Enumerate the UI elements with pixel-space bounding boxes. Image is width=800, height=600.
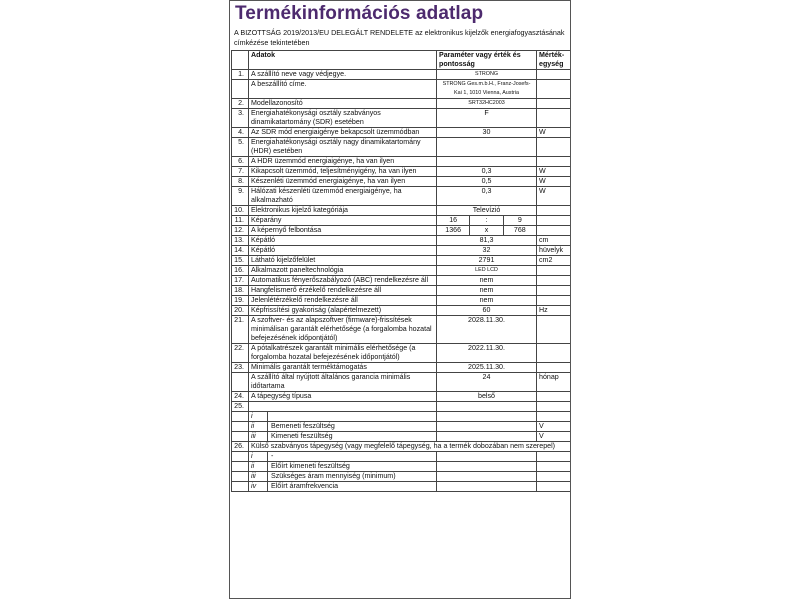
- row-label: Alkalmazott paneltechnológia: [249, 266, 437, 276]
- table-subrow: [232, 412, 571, 422]
- row-unit: [537, 80, 571, 99]
- subrow-value: [437, 412, 537, 422]
- row-value: 0,3: [437, 187, 537, 206]
- row-number: 14.: [232, 246, 249, 256]
- row-number: 3.: [232, 109, 249, 128]
- row-unit: [537, 392, 571, 402]
- row-unit: [537, 402, 571, 412]
- row-unit: [537, 109, 571, 128]
- row-value: STRONG: [437, 70, 537, 80]
- subrow-label-cell: [249, 482, 437, 492]
- row-number: 2.: [232, 99, 249, 109]
- row-label: Az SDR mód energiaigénye bekapcsolt üzemmódban: [249, 128, 437, 138]
- row-label: A pótalkatrészek garantált minimális elérhetősége (a forgalomba hozatal befejezésének időpontjától): [249, 344, 437, 363]
- table-row: [232, 138, 571, 157]
- subrow-label-cell: [249, 422, 437, 432]
- subrow-label: Bemeneti feszültség: [271, 422, 335, 430]
- row-number: 23.: [232, 363, 249, 373]
- subrow-spacer: [232, 472, 249, 482]
- row-value: 81,3: [437, 236, 537, 246]
- subrow-spacer: [232, 422, 249, 432]
- table-subrow: [232, 472, 571, 482]
- row-value: [437, 157, 537, 167]
- header-number-cell: [232, 51, 249, 70]
- subrow-spacer: [232, 482, 249, 492]
- row-unit: [537, 157, 571, 167]
- row-label: A szoftver- és az alapszoftver (firmware)-frissítések minimálisan garantált elérhetősége (a forgalomba hozatal befejezésének időpontjától): [249, 316, 437, 344]
- table-subrow: [232, 462, 571, 472]
- row-value: STRONG Ges.m.b.H., Franz-Josefs-Kai 1, 1010 Vienna, Austria: [437, 80, 537, 99]
- row-value: LED LCD: [437, 266, 537, 276]
- row-number: 24.: [232, 392, 249, 402]
- row-unit: [537, 286, 571, 296]
- row-number: 26.: [232, 442, 249, 452]
- split-value: [437, 226, 536, 235]
- subrow-unit: [537, 482, 571, 492]
- row-unit: [537, 316, 571, 344]
- row-label: A HDR üzemmód energiaigénye, ha van ilyen: [249, 157, 437, 167]
- product-data-table: [231, 50, 571, 492]
- row-label: Készenléti üzemmód energiaigénye, ha van ilyen: [249, 177, 437, 187]
- row-label: [249, 402, 437, 412]
- table-row: [232, 246, 571, 256]
- table-row: [232, 363, 571, 373]
- row-label: A szállító által nyújtott általános garancia minimális időtartama: [249, 373, 437, 392]
- row-unit: cm: [537, 236, 571, 246]
- table-row: [232, 306, 571, 316]
- table-row: [232, 236, 571, 246]
- row-number: 20.: [232, 306, 249, 316]
- table-row: [232, 316, 571, 344]
- table-body: [232, 70, 571, 492]
- subrow-index: i: [249, 412, 268, 421]
- row-label: Képátló: [249, 246, 437, 256]
- row-value: 2028.11.30.: [437, 316, 537, 344]
- table-row: [232, 70, 571, 80]
- split-value-part: 1366: [445, 226, 462, 234]
- table-subrow: [232, 432, 571, 442]
- subrow-label-cell: [249, 462, 437, 472]
- row-value: 0,5: [437, 177, 537, 187]
- table-row: [232, 344, 571, 363]
- table-row: [232, 266, 571, 276]
- subrow-index: iii: [249, 432, 268, 441]
- row-number: 4.: [232, 128, 249, 138]
- row-value: 60: [437, 306, 537, 316]
- row-number: 16.: [232, 266, 249, 276]
- table-row: [232, 402, 571, 412]
- row-value: F: [437, 109, 537, 128]
- split-value-part: x: [469, 226, 503, 235]
- row-unit: cm2: [537, 256, 571, 266]
- subrow-spacer: [232, 462, 249, 472]
- row-value: belső: [437, 392, 537, 402]
- subrow-spacer: [232, 412, 249, 422]
- split-value: [437, 216, 536, 225]
- row-value: [437, 226, 537, 236]
- row-label: Kikapcsolt üzemmód, teljesítményigény, ha van ilyen: [249, 167, 437, 177]
- table-row: [232, 256, 571, 266]
- table-row: [232, 286, 571, 296]
- row-unit: [537, 266, 571, 276]
- header-data: Adatok: [249, 51, 437, 70]
- table-header-row: [232, 51, 571, 70]
- subrow-value: [437, 452, 537, 462]
- row-unit: W: [537, 128, 571, 138]
- row-label: Energiahatékonysági osztály szabványos dinamikatartomány (SDR) esetében: [249, 109, 437, 128]
- row-unit: [537, 296, 571, 306]
- row-value: nem: [437, 286, 537, 296]
- table-row: [232, 128, 571, 138]
- table-row: [232, 373, 571, 392]
- row-number: 15.: [232, 256, 249, 266]
- subrow-spacer: [232, 452, 249, 462]
- subrow-value: [437, 422, 537, 432]
- row-value: nem: [437, 276, 537, 286]
- row-unit: [537, 99, 571, 109]
- row-number: 6.: [232, 157, 249, 167]
- table-subrow: [232, 452, 571, 462]
- row-unit: [537, 363, 571, 373]
- subrow-index: iv: [249, 482, 268, 491]
- table-row: [232, 216, 571, 226]
- table-subrow: [232, 422, 571, 432]
- table-row: [232, 276, 571, 286]
- table-subrow: [232, 482, 571, 492]
- subrow-label-cell: [249, 432, 437, 442]
- row-number: 25.: [232, 402, 249, 412]
- row-unit: [537, 206, 571, 216]
- split-value-part: :: [469, 216, 503, 225]
- row-number: 9.: [232, 187, 249, 206]
- subrow-value: [437, 462, 537, 472]
- row-number: 22.: [232, 344, 249, 363]
- header-parameter: Paraméter vagy érték és pontosság: [437, 51, 537, 70]
- row-number: 8.: [232, 177, 249, 187]
- row-label: Hálózati készenléti üzemmód energiaigénye, ha alkalmazható: [249, 187, 437, 206]
- table-row: [232, 167, 571, 177]
- row-value: 0,3: [437, 167, 537, 177]
- table-row: [232, 80, 571, 99]
- row-value: [437, 402, 537, 412]
- subrow-label: Előírt áramfrekvencia: [271, 482, 339, 490]
- row-number: 10.: [232, 206, 249, 216]
- row-label: Hangfelismerő érzékelő rendelkezésre áll: [249, 286, 437, 296]
- row-label: Automatikus fényerőszabályozó (ABC) rendelkezésre áll: [249, 276, 437, 286]
- row-value: Televízió: [437, 206, 537, 216]
- row-value: 2025.11.30.: [437, 363, 537, 373]
- row-unit: [537, 344, 571, 363]
- row-label: A képernyő felbontása: [249, 226, 437, 236]
- subrow-index: ii: [249, 422, 268, 431]
- row-label: Képarány: [249, 216, 437, 226]
- row-unit: [537, 216, 571, 226]
- sheet-title: Termékinformációs adatlap: [235, 3, 484, 24]
- subrow-index: i: [249, 452, 268, 461]
- subrow-label-cell: [249, 452, 437, 462]
- subrow-index: ii: [249, 462, 268, 471]
- row-number: 18.: [232, 286, 249, 296]
- product-information-sheet: [229, 0, 571, 599]
- row-value: nem: [437, 296, 537, 306]
- row-label: Minimális garantált terméktámogatás: [249, 363, 437, 373]
- row-label: A szállító neve vagy védjegye.: [249, 70, 437, 80]
- row-label: Képfrissítési gyakoriság (alapértelmezett): [249, 306, 437, 316]
- row-number: 17.: [232, 276, 249, 286]
- row-unit: [537, 70, 571, 80]
- subrow-label-cell: [249, 472, 437, 482]
- table-row: [232, 442, 571, 452]
- row-value: 2022.11.30.: [437, 344, 537, 363]
- row-unit: [537, 276, 571, 286]
- subrow-label: Előírt kimeneti feszültség: [271, 462, 350, 470]
- sheet-subtitle: A BIZOTTSÁG 2019/2013/EU DELEGÁLT RENDELETE az elektronikus kijelzők energiafogyasztásának címkézése tekintetében: [234, 28, 565, 47]
- subrow-label: Kimeneti feszültség: [271, 432, 333, 440]
- subrow-value: [437, 482, 537, 492]
- subrow-spacer: [232, 432, 249, 442]
- subrow-value: [437, 432, 537, 442]
- table-row: [232, 392, 571, 402]
- row-number: 19.: [232, 296, 249, 306]
- row-unit: W: [537, 187, 571, 206]
- subrow-unit: V: [537, 422, 571, 432]
- row-label: Látható kijelzőfelület: [249, 256, 437, 266]
- row-unit: [537, 226, 571, 236]
- row-label: Jelenlétérzékelő rendelkezésre áll: [249, 296, 437, 306]
- row-label: Képátló: [249, 236, 437, 246]
- subrow-unit: [537, 452, 571, 462]
- row-label: Modellazonosító: [249, 99, 437, 109]
- subrow-unit: V: [537, 432, 571, 442]
- row-number: [232, 80, 249, 99]
- subrow-label-cell: [249, 412, 437, 422]
- subrow-label: Szükséges áram mennyiség (minimum): [271, 472, 396, 480]
- subrow-unit: [537, 472, 571, 482]
- row-value: SRT32HC2003: [437, 99, 537, 109]
- split-value-part: 768: [513, 226, 526, 234]
- table-row: [232, 226, 571, 236]
- split-value-part: 16: [449, 216, 458, 224]
- header-unit: Mérték-egység: [537, 51, 571, 70]
- table-row: [232, 109, 571, 128]
- row-number: 5.: [232, 138, 249, 157]
- table-row: [232, 206, 571, 216]
- row-label: Külső szabványos tápegység (vagy megfelelő tápegység, ha a termék dobozában nem szerepel): [249, 442, 571, 452]
- row-value: 32: [437, 246, 537, 256]
- subrow-value: [437, 472, 537, 482]
- row-label: A tápegység típusa: [249, 392, 437, 402]
- row-number: [232, 373, 249, 392]
- table-row: [232, 296, 571, 306]
- row-unit: W: [537, 177, 571, 187]
- row-number: 21.: [232, 316, 249, 344]
- row-label: Elektronikus kijelző kategóriája: [249, 206, 437, 216]
- subrow-label: [268, 412, 271, 421]
- subrow-label: -: [271, 452, 274, 460]
- row-unit: Hz: [537, 306, 571, 316]
- subrow-index: iii: [249, 472, 268, 481]
- subrow-unit: [537, 462, 571, 472]
- row-number: 12.: [232, 226, 249, 236]
- row-value: [437, 138, 537, 157]
- row-value: 2791: [437, 256, 537, 266]
- split-value-part: 9: [517, 216, 522, 224]
- row-value: 30: [437, 128, 537, 138]
- row-number: 11.: [232, 216, 249, 226]
- row-unit: hüvelyk: [537, 246, 571, 256]
- row-number: 1.: [232, 70, 249, 80]
- table-row: [232, 177, 571, 187]
- row-number: 13.: [232, 236, 249, 246]
- subrow-unit: [537, 412, 571, 422]
- table-row: [232, 157, 571, 167]
- row-value: [437, 216, 537, 226]
- row-unit: hónap: [537, 373, 571, 392]
- row-value: 24: [437, 373, 537, 392]
- table-row: [232, 187, 571, 206]
- row-number: 7.: [232, 167, 249, 177]
- row-label: Energiahatékonysági osztály nagy dinamikatartomány (HDR) esetében: [249, 138, 437, 157]
- row-unit: [537, 138, 571, 157]
- table-row: [232, 99, 571, 109]
- row-unit: W: [537, 167, 571, 177]
- row-label: A beszállító címe.: [249, 80, 437, 99]
